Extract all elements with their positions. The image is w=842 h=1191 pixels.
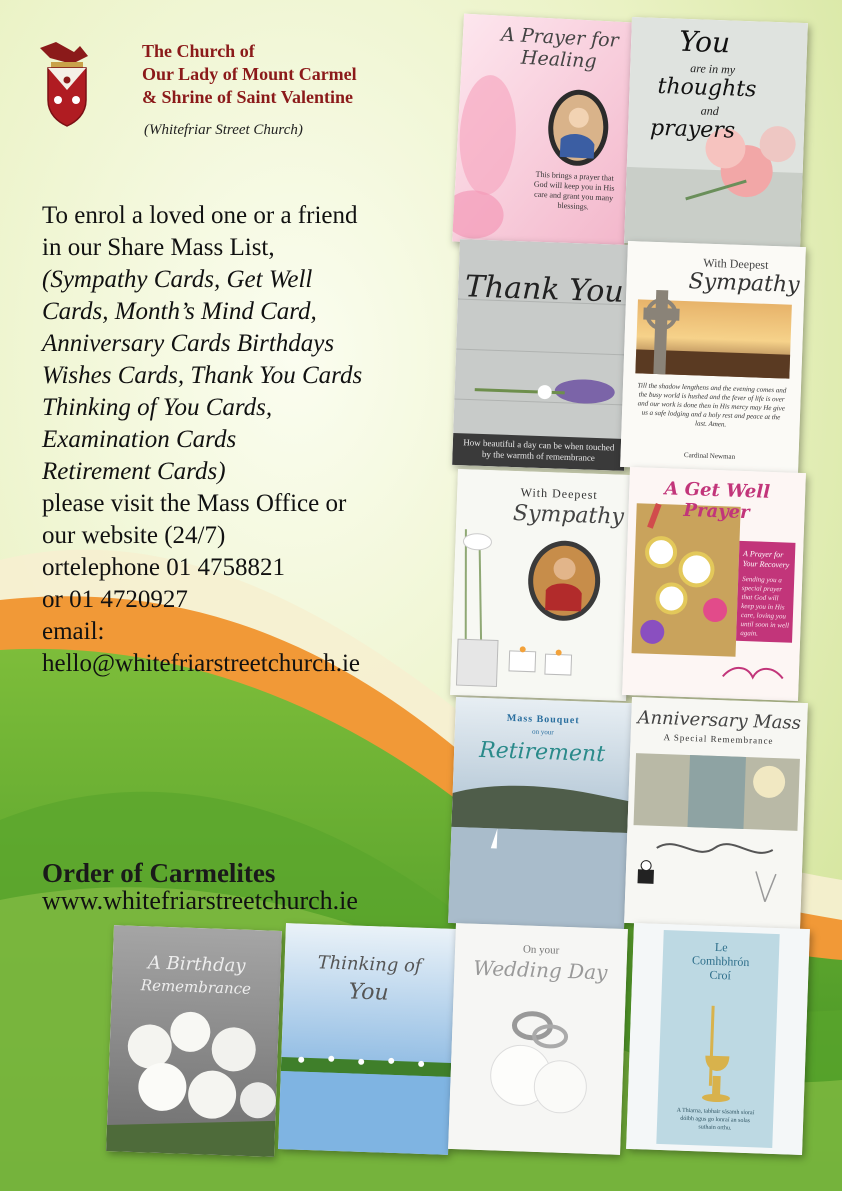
card-sympathy1-author: Cardinal Newman [683,451,736,461]
card-thoughts-line2: are in my [690,61,736,77]
card-thoughts-line3: thoughts [657,73,757,103]
body-line: our website (24/7) [42,522,226,549]
body-line: or 01 4720927 [42,586,188,613]
card-getwell-panel: A Prayer for Your Recovery [742,548,790,570]
card-anniversary-sub: A Special Remembrance [663,732,774,746]
card-deepest-sympathy-cross [620,241,806,473]
church-name-line-2: Our Lady of Mount Carmel [142,64,357,84]
card-getwell-title: A Get Well Prayer [664,478,771,524]
body-line: in our Share Mass List, [42,234,275,261]
church-name-line-1: The Church of [142,41,255,61]
card-deepest-sympathy-sacred-heart [450,469,634,701]
carmelite-crest-icon [36,38,98,130]
body-line: Wishes Cards, Thank You Cards [42,362,363,389]
card-thinking-line1: Thinking of [317,952,422,977]
card-healing-title: A Prayer for Healing [500,23,620,73]
card-getwell-verse: Sending you a special prayer that God will keep you in His care, loving you until soon in well again. [740,574,790,638]
order-title: Order of Carmelites [42,858,276,888]
body-line: To enrol a loved one or a friend [42,202,358,229]
card-wedding-small: On your [522,943,560,957]
body-line: please visit the Mass Office or [42,490,347,517]
card-thoughts-prayers [624,17,808,249]
card-wedding-day [448,923,628,1155]
body-line: (Sympathy Cards, Get Well [42,266,313,293]
card-sympathy2-small: With Deepest [520,485,599,502]
body-line: Anniversary Cards Birthdays [42,330,335,357]
body-line: Examination Cards [42,426,237,453]
card-thoughts-line4: and [700,103,720,119]
card-thoughts-line5: prayers [649,115,736,144]
card-irish-line3: Croí [709,967,732,983]
card-sympathy1-small: With Deepest [703,255,769,272]
card-retirement-title: Retirement [478,737,606,768]
card-anniversary-mass [624,697,808,929]
card-wedding-title: Wedding Day [472,955,608,985]
card-retirement [448,697,632,929]
card-birthday-line2: Remembrance [140,976,252,998]
website-link[interactable]: www.whitefriarstreetchurch.ie [42,886,358,915]
card-retirement-small: Mass Bouquet [506,712,580,727]
card-anniversary-title: Anniversary Mass [637,707,802,734]
body-line: ortelephone 01 4758821 [42,554,286,581]
card-get-well-prayer [622,467,806,701]
card-birthday-line1: A Birthday [147,952,246,977]
card-irish-verse: A Thiarna, tabhair sásamh síoraí dóibh agus go lonraí an solas suthain orthu. [676,1107,755,1132]
card-thankyou-title: Thank You [464,269,625,310]
card-thinking-line2: You [348,979,390,1006]
card-thinking-of-you [278,923,456,1155]
card-retirement-tiny: on your [531,727,554,737]
card-irish-line1: Le [714,939,728,955]
card-sympathy1-title: Sympathy [688,269,800,298]
card-healing-verse: This brings a prayer that God will keep you in His care and grant you many blessings. [533,169,615,212]
body-line: Retirement Cards) [42,458,226,485]
card-le-comhbhron-croi [626,923,810,1155]
body-line: email: [42,618,105,645]
share-mass-info [42,200,442,680]
card-irish-line2: Comhbhrón [691,953,750,970]
card-prayer-for-healing [452,14,636,251]
body-line: hello@whitefriarstreetchurch.ie [42,650,361,677]
card-thoughts-line1: You [678,24,731,60]
card-sympathy1-verse: Till the shadow lengthens and the evening comes and the busy world is hushed and the fever of life is over and our work is done then in His mercy may He give us a safe lodging and a holy rest and peace at the last. Amen. [637,381,787,429]
card-thankyou-caption: How beautiful a day can be when touched by the warmth of remembrance [463,437,615,463]
card-birthday-remembrance [106,925,282,1157]
body-line: Cards, Month’s Mind Card, [42,298,317,325]
body-line: Thinking of You Cards, [42,394,273,421]
church-subtitle: (Whitefriar Street Church) [144,122,303,138]
church-name-line-3: & Shrine of Saint Valentine [142,87,354,107]
card-thank-you [452,239,632,471]
card-sympathy2-title: Sympathy [512,500,625,530]
